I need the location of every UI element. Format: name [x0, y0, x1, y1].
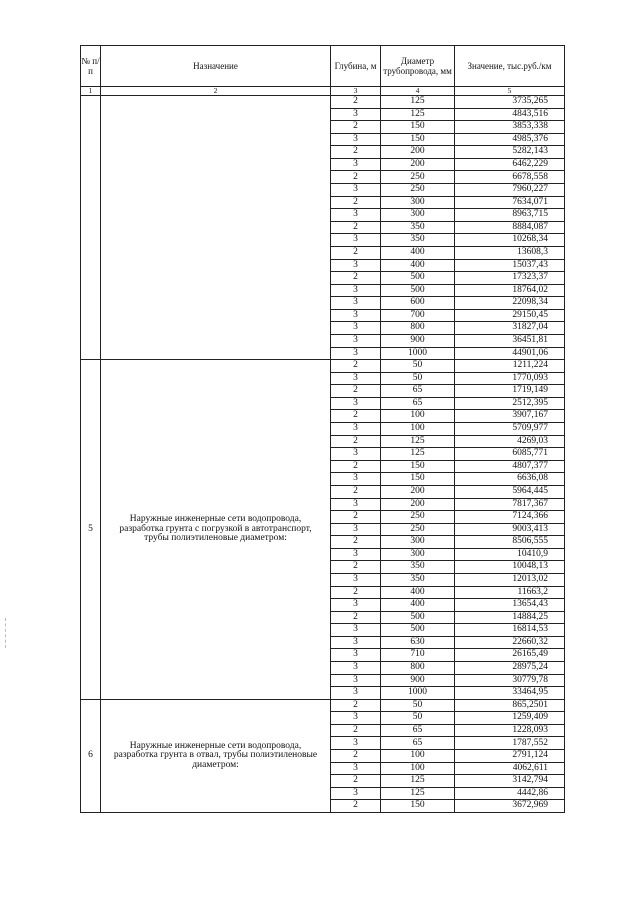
diameter-cell: 800 [381, 322, 455, 335]
table-body [81, 96, 565, 813]
header-value: Значение, тыс.руб./км [455, 46, 565, 87]
value-cell: 8963,715 [455, 209, 565, 222]
value-cell: 3142,794 [455, 775, 565, 788]
value-cell: 7124,366 [455, 511, 565, 524]
value-cell: 3907,167 [455, 410, 565, 423]
value-cell: 6462,229 [455, 158, 565, 171]
diameter-cell: 65 [381, 397, 455, 410]
diameter-cell: 350 [381, 561, 455, 574]
diameter-cell: 250 [381, 523, 455, 536]
diameter-cell: 125 [381, 96, 455, 109]
depth-cell: 2 [331, 561, 381, 574]
diameter-cell: 250 [381, 171, 455, 184]
margin-mark [5, 618, 7, 648]
diameter-cell: 350 [381, 221, 455, 234]
value-cell: 12013,02 [455, 573, 565, 586]
diameter-cell: 200 [381, 485, 455, 498]
depth-cell: 2 [331, 611, 381, 624]
depth-cell: 3 [331, 184, 381, 197]
diameter-cell: 700 [381, 309, 455, 322]
diameter-cell: 350 [381, 573, 455, 586]
value-cell: 17323,37 [455, 272, 565, 285]
diameter-cell: 100 [381, 423, 455, 436]
diameter-cell: 250 [381, 511, 455, 524]
diameter-cell: 400 [381, 259, 455, 272]
value-cell: 22660,32 [455, 636, 565, 649]
table-row [81, 699, 565, 712]
depth-cell: 3 [331, 523, 381, 536]
depth-cell: 3 [331, 737, 381, 750]
diameter-cell: 200 [381, 498, 455, 511]
value-cell: 4442,86 [455, 787, 565, 800]
diameter-cell: 200 [381, 158, 455, 171]
depth-cell: 3 [331, 397, 381, 410]
value-cell: 7960,227 [455, 184, 565, 197]
value-cell: 4269,03 [455, 435, 565, 448]
group-purpose: Наружные инженерные сети водопровода, разработка грунта с погрузкой в автотранспорт, трубы полиэтиленовые диаметром: [101, 360, 331, 700]
diameter-cell: 125 [381, 108, 455, 121]
diameter-cell: 600 [381, 297, 455, 310]
depth-cell: 2 [331, 146, 381, 159]
value-cell: 6678,558 [455, 171, 565, 184]
value-cell: 3672,969 [455, 800, 565, 813]
depth-cell: 3 [331, 108, 381, 121]
header-num: № п/п [81, 46, 101, 87]
diameter-cell: 800 [381, 662, 455, 675]
value-cell: 1770,093 [455, 372, 565, 385]
diameter-cell: 900 [381, 334, 455, 347]
diameter-cell: 125 [381, 435, 455, 448]
depth-cell: 2 [331, 511, 381, 524]
depth-cell: 2 [331, 171, 381, 184]
depth-cell: 3 [331, 674, 381, 687]
value-cell: 1787,552 [455, 737, 565, 750]
value-cell: 29150,45 [455, 309, 565, 322]
column-number: 5 [455, 87, 565, 96]
diameter-cell: 710 [381, 649, 455, 662]
group-number: 6 [81, 699, 101, 812]
value-cell: 22098,34 [455, 297, 565, 310]
diameter-cell: 900 [381, 674, 455, 687]
depth-cell: 3 [331, 334, 381, 347]
value-cell: 4062,611 [455, 762, 565, 775]
value-cell: 33464,95 [455, 687, 565, 700]
value-cell: 8506,555 [455, 536, 565, 549]
depth-cell: 3 [331, 473, 381, 486]
depth-cell: 3 [331, 372, 381, 385]
value-cell: 10268,34 [455, 234, 565, 247]
diameter-cell: 500 [381, 624, 455, 637]
depth-cell: 2 [331, 724, 381, 737]
diameter-cell: 500 [381, 611, 455, 624]
depth-cell: 3 [331, 662, 381, 675]
depth-cell: 3 [331, 234, 381, 247]
value-cell: 2791,124 [455, 750, 565, 763]
depth-cell: 3 [331, 423, 381, 436]
depth-cell: 2 [331, 196, 381, 209]
value-cell: 5964,445 [455, 485, 565, 498]
diameter-cell: 125 [381, 448, 455, 461]
value-cell: 1259,409 [455, 712, 565, 725]
diameter-cell: 150 [381, 460, 455, 473]
diameter-cell: 100 [381, 750, 455, 763]
diameter-cell: 50 [381, 360, 455, 373]
depth-cell: 2 [331, 750, 381, 763]
depth-cell: 3 [331, 649, 381, 662]
column-number: 1 [81, 87, 101, 96]
value-cell: 2512,395 [455, 397, 565, 410]
depth-cell: 3 [331, 133, 381, 146]
value-cell: 5282,143 [455, 146, 565, 159]
value-cell: 14884,25 [455, 611, 565, 624]
depth-cell: 3 [331, 158, 381, 171]
column-number-row [81, 87, 565, 96]
value-cell: 16814,53 [455, 624, 565, 637]
diameter-cell: 400 [381, 246, 455, 259]
value-cell: 13608,3 [455, 246, 565, 259]
diameter-cell: 630 [381, 636, 455, 649]
value-cell: 11663,2 [455, 586, 565, 599]
depth-cell: 2 [331, 221, 381, 234]
depth-cell: 2 [331, 246, 381, 259]
depth-cell: 2 [331, 121, 381, 134]
value-cell: 44901,06 [455, 347, 565, 360]
value-cell: 15037,43 [455, 259, 565, 272]
value-cell: 30779,78 [455, 674, 565, 687]
column-number: 3 [331, 87, 381, 96]
depth-cell: 2 [331, 586, 381, 599]
value-cell: 10048,13 [455, 561, 565, 574]
value-cell: 3735,265 [455, 96, 565, 109]
depth-cell: 2 [331, 96, 381, 109]
value-cell: 865,2501 [455, 699, 565, 712]
value-cell: 1719,149 [455, 385, 565, 398]
diameter-cell: 150 [381, 121, 455, 134]
depth-cell: 3 [331, 322, 381, 335]
value-cell: 8884,087 [455, 221, 565, 234]
diameter-cell: 125 [381, 787, 455, 800]
value-cell: 6636,08 [455, 473, 565, 486]
diameter-cell: 50 [381, 712, 455, 725]
diameter-cell: 300 [381, 209, 455, 222]
depth-cell: 3 [331, 573, 381, 586]
value-cell: 9003,413 [455, 523, 565, 536]
diameter-cell: 1000 [381, 347, 455, 360]
depth-cell: 3 [331, 762, 381, 775]
depth-cell: 3 [331, 448, 381, 461]
depth-cell: 3 [331, 347, 381, 360]
column-number: 4 [381, 87, 455, 96]
diameter-cell: 300 [381, 536, 455, 549]
diameter-cell: 125 [381, 775, 455, 788]
depth-cell: 3 [331, 712, 381, 725]
column-number: 2 [101, 87, 331, 96]
depth-cell: 2 [331, 485, 381, 498]
diameter-cell: 500 [381, 272, 455, 285]
value-cell: 18764,02 [455, 284, 565, 297]
diameter-cell: 65 [381, 737, 455, 750]
diameter-cell: 250 [381, 184, 455, 197]
group-purpose: Наружные инженерные сети водопровода, разработка грунта в отвал, трубы полиэтиленовые диаметром: [101, 699, 331, 812]
depth-cell: 3 [331, 209, 381, 222]
diameter-cell: 50 [381, 372, 455, 385]
value-cell: 13654,43 [455, 599, 565, 612]
depth-cell: 3 [331, 599, 381, 612]
value-cell: 5709,977 [455, 423, 565, 436]
diameter-cell: 1000 [381, 687, 455, 700]
table-row [81, 360, 565, 373]
header-diameter: Диаметр трубопровода, мм [381, 46, 455, 87]
value-cell: 6085,771 [455, 448, 565, 461]
depth-cell: 2 [331, 410, 381, 423]
diameter-cell: 50 [381, 699, 455, 712]
depth-cell: 2 [331, 360, 381, 373]
value-cell: 4985,376 [455, 133, 565, 146]
group-number [81, 96, 101, 360]
value-cell: 4843,516 [455, 108, 565, 121]
depth-cell: 3 [331, 636, 381, 649]
depth-cell: 2 [331, 385, 381, 398]
header-purpose: Назначение [101, 46, 331, 87]
value-cell: 28975,24 [455, 662, 565, 675]
value-cell: 4807,377 [455, 460, 565, 473]
diameter-cell: 500 [381, 284, 455, 297]
depth-cell: 3 [331, 297, 381, 310]
depth-cell: 3 [331, 309, 381, 322]
value-cell: 31827,04 [455, 322, 565, 335]
group-purpose [101, 96, 331, 360]
value-cell: 26165,49 [455, 649, 565, 662]
diameter-cell: 150 [381, 800, 455, 813]
diameter-cell: 150 [381, 133, 455, 146]
value-cell: 1211,224 [455, 360, 565, 373]
value-cell: 10410,9 [455, 548, 565, 561]
diameter-cell: 100 [381, 762, 455, 775]
diameter-cell: 400 [381, 599, 455, 612]
depth-cell: 3 [331, 687, 381, 700]
diameter-cell: 400 [381, 586, 455, 599]
value-cell: 3853,338 [455, 121, 565, 134]
diameter-cell: 350 [381, 234, 455, 247]
value-cell: 7634,071 [455, 196, 565, 209]
diameter-cell: 65 [381, 724, 455, 737]
diameter-cell: 300 [381, 196, 455, 209]
depth-cell: 3 [331, 548, 381, 561]
depth-cell: 2 [331, 460, 381, 473]
value-cell: 7817,367 [455, 498, 565, 511]
value-cell: 36451,81 [455, 334, 565, 347]
diameter-cell: 300 [381, 548, 455, 561]
depth-cell: 2 [331, 272, 381, 285]
depth-cell: 3 [331, 624, 381, 637]
diameter-cell: 100 [381, 410, 455, 423]
diameter-cell: 200 [381, 146, 455, 159]
depth-cell: 2 [331, 800, 381, 813]
depth-cell: 2 [331, 775, 381, 788]
depth-cell: 2 [331, 435, 381, 448]
depth-cell: 3 [331, 284, 381, 297]
header-row [81, 46, 565, 87]
diameter-cell: 65 [381, 385, 455, 398]
depth-cell: 2 [331, 536, 381, 549]
depth-cell: 3 [331, 787, 381, 800]
group-number: 5 [81, 360, 101, 700]
depth-cell: 3 [331, 498, 381, 511]
value-cell: 1228,093 [455, 724, 565, 737]
price-table [80, 45, 565, 813]
depth-cell: 2 [331, 699, 381, 712]
table-row [81, 96, 565, 109]
depth-cell: 3 [331, 259, 381, 272]
header-depth: Глубина, м [331, 46, 381, 87]
diameter-cell: 150 [381, 473, 455, 486]
